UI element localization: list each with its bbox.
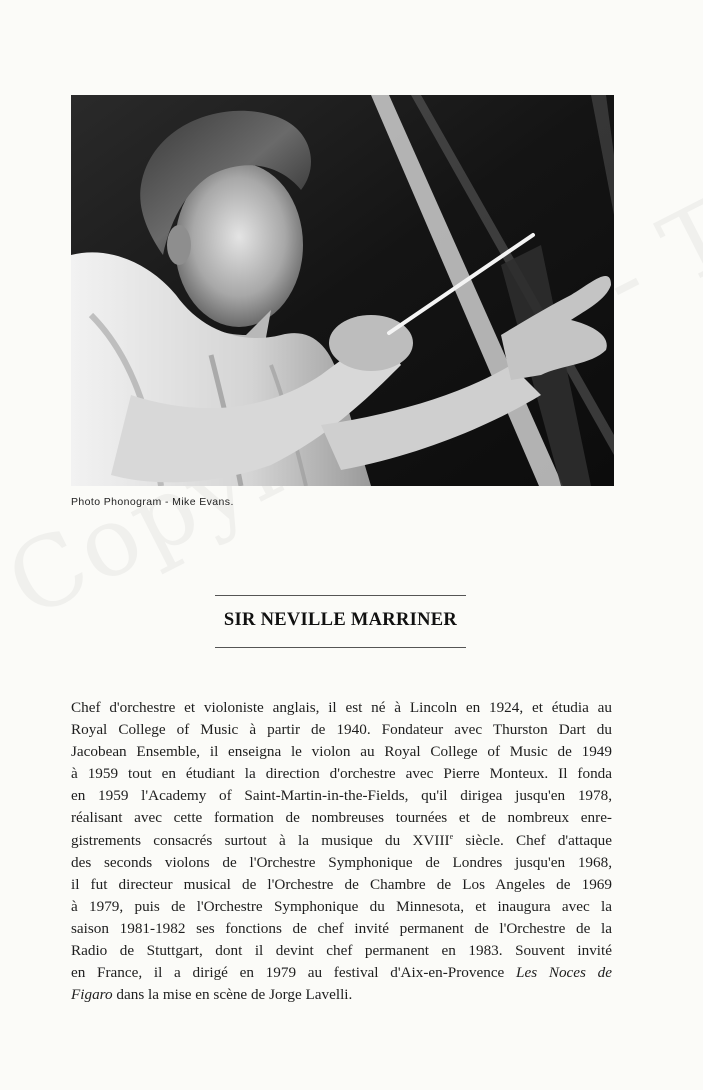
opera-title-part: Les Noces de xyxy=(516,964,612,982)
title-rule-top xyxy=(215,595,466,596)
bio-line: il fut directeur musical de l'Orchestre de Chambre de Los Angeles de 1969 xyxy=(71,875,612,893)
opera-title-part: Figaro xyxy=(71,986,113,1004)
biography-text xyxy=(71,697,612,1006)
bio-line: des seconds violons de l'Orchestre Symphonique de Londres jusqu'en 1968, xyxy=(71,853,612,871)
photo-credit: Photo Phonogram - Mike Evans. xyxy=(71,496,234,508)
bio-line: Radio de Stuttgart, dont il devint chef permanent en 1983. Souvent invité xyxy=(71,942,612,960)
bio-text-part: siècle. Chef d'attaque xyxy=(453,831,612,849)
page-title: SIR NEVILLE MARRINER xyxy=(223,610,458,630)
bio-text-part: en France, il a dirigé en 1979 au festival d'Aix-en-Provence xyxy=(71,964,517,982)
bio-line: Jacobean Ensemble, il enseigna le violon au Royal College of Music de 1949 xyxy=(71,743,612,761)
bio-line: Chef d'orchestre et violoniste anglais, il est né à Lincoln en 1924, et étudia au xyxy=(71,699,612,716)
bio-line: à 1959 tout en étudiant la direction d'orchestre avec Pierre Monteux. Il fonda xyxy=(71,765,612,783)
bio-line: réalisant avec cette formation de nombreuses tournées et de nombreux enre- xyxy=(71,809,612,827)
title-rule-bottom xyxy=(215,647,466,648)
conductor-photo xyxy=(71,95,614,486)
bio-line: Royal College of Music à partir de 1940. Fondateur avec Thurston Dart du xyxy=(71,721,612,739)
bio-text-part: gistrements consacrés surtout à la musique du XVIII xyxy=(71,831,450,849)
bio-line: en 1959 l'Academy of Saint-Martin-in-the-Fields, qu'il dirigea jusqu'en 1978, xyxy=(71,787,612,805)
bio-line-last xyxy=(71,984,612,1006)
century-superscript: e xyxy=(449,831,454,841)
bio-text-part: dans la mise en scène de Jorge Lavelli. xyxy=(112,986,353,1004)
bio-line-opera xyxy=(71,962,612,984)
bio-line: à 1979, puis de l'Orchestre Symphonique du Minnesota, et inaugura avec la xyxy=(71,897,612,915)
bio-line: saison 1981-1982 ses fonctions de chef invité permanent de l'Orchestre de la xyxy=(71,919,612,937)
bio-line-century xyxy=(71,830,612,852)
